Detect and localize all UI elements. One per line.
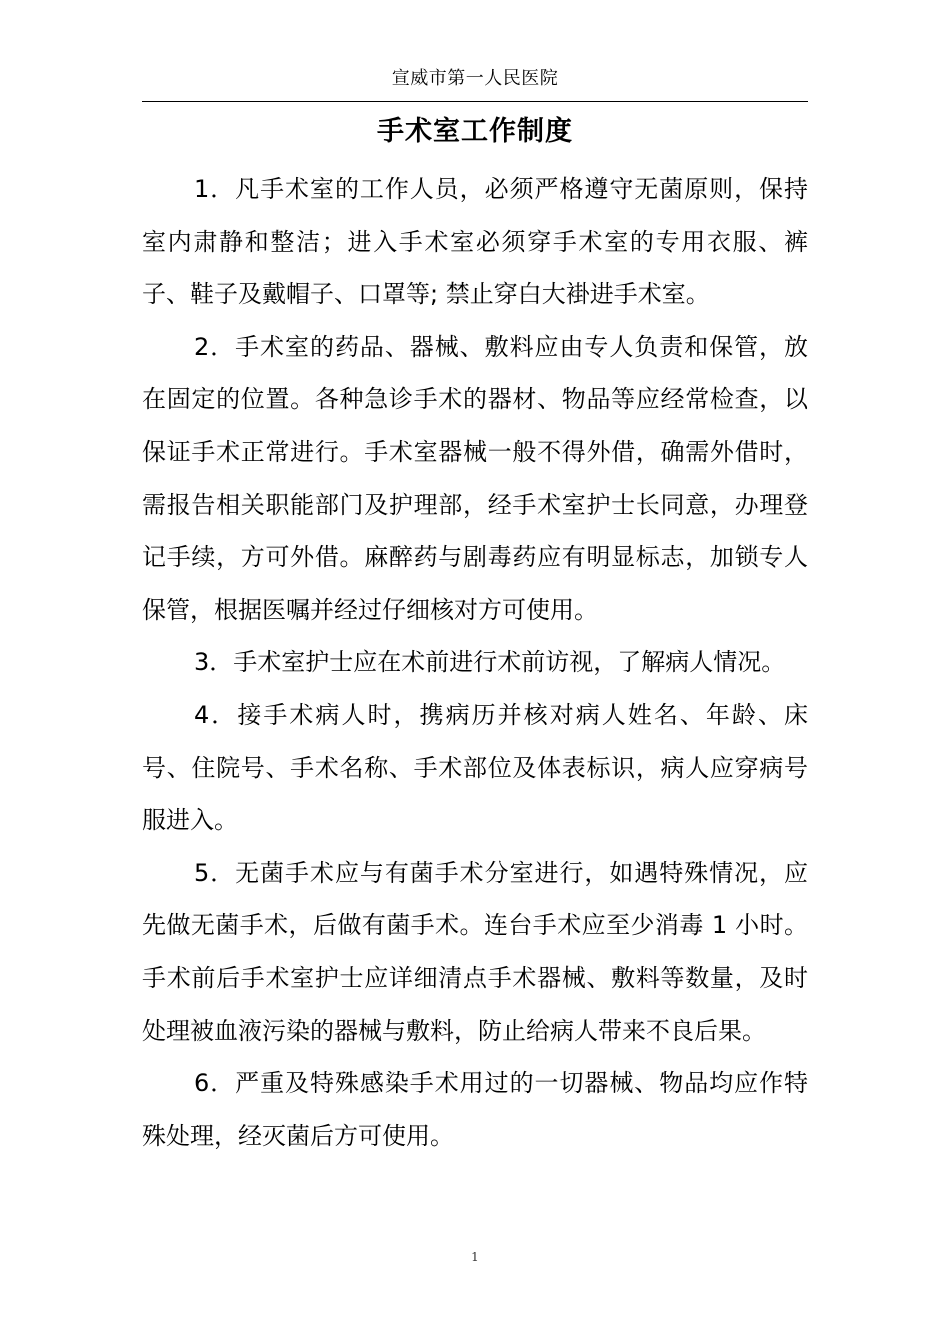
document-body [142,163,808,1162]
header-divider [142,101,808,102]
document-title: 手术室工作制度 [377,116,573,147]
rule-paragraph-5: 5．无菌手术应与有菌手术分室进行，如遇特殊情况，应先做无菌手术，后做有菌手术。连台手术应至少消毒 1 小时。手术前后手术室护士应详细清点手术器械、敷料等数量，及时处理被血液污染的器械与敷料，防止给病人带来不良后果。 [142,858,808,1045]
rule-paragraph-3: 3．手术室护士应在术前进行术前访视，了解病人情况。 [194,648,786,677]
rule-paragraph-6: 6．严重及特殊感染手术用过的一切器械、物品均应作特殊处理，经灭菌后方可使用。 [142,1069,808,1150]
header-organization: 宣威市第一人民医院 [391,68,559,89]
page-number: 1 [471,1250,479,1264]
rule-paragraph-1: 1．凡手术室的工作人员，必须严格遵守无菌原则，保持室内肃静和整洁；进入手术室必须穿手术室的专用衣服、裤子、鞋子及戴帽子、口罩等; 禁止穿白大褂进手术室。 [142,175,808,309]
rule-paragraph-4: 4．接手术病人时，携病历并核对病人姓名、年龄、床号、住院号、手术名称、手术部位及体表标识，病人应穿病号服进入。 [142,700,808,835]
rule-paragraph-2: 2．手术室的药品、器械、敷料应由专人负责和保管，放在固定的位置。各种急诊手术的器材、物品等应经常检查，以保证手术正常进行。手术室器械一般不得外借，确需外借时，需报告相关职能部门及护理部，经手术室护士长同意，办理登记手续，方可外借。麻醉药与剧毒药应有明显标志，加锁专人保管，根据医嘱并经过仔细核对方可使用。 [142,332,808,624]
